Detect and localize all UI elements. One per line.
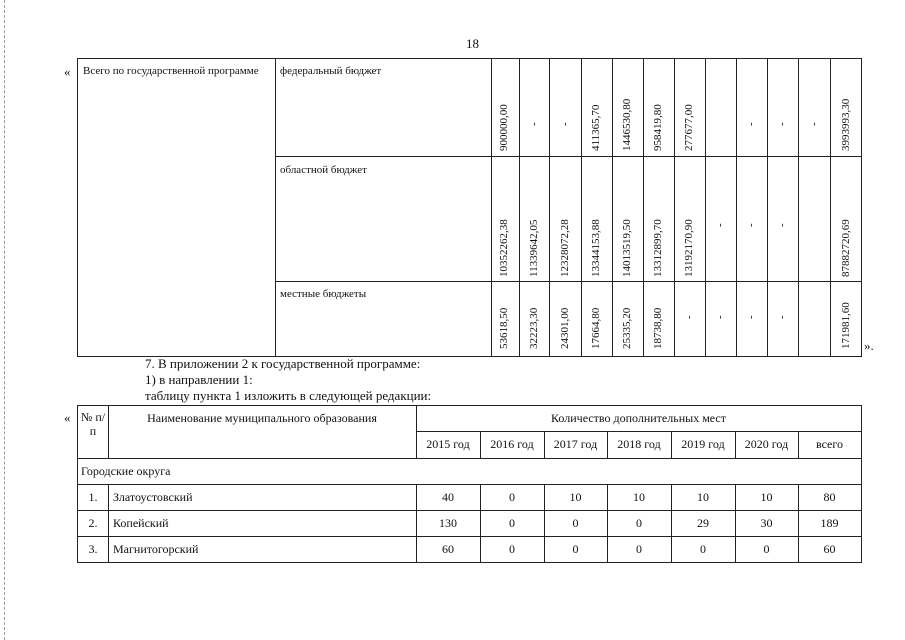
table-cell: 80	[823, 490, 836, 504]
grid-line	[612, 59, 613, 356]
row-number: 1.	[88, 490, 98, 504]
grid-line	[519, 59, 520, 356]
value-cell: 10352262,38	[498, 219, 510, 277]
table-cell: 0	[509, 542, 515, 556]
grid-line	[491, 59, 492, 356]
grid-line	[78, 458, 861, 459]
grid-line	[674, 59, 675, 356]
grid-line	[581, 59, 582, 356]
grid-line	[705, 59, 706, 356]
value-cell: -	[528, 122, 540, 126]
table-cell: 189	[820, 516, 839, 530]
table-cell: 0	[636, 542, 642, 556]
paragraph-7: 7. В приложении 2 к государственной программе:	[145, 356, 421, 371]
row-number: 3.	[88, 542, 98, 556]
header-municipality: Наименование муниципального образования	[147, 411, 377, 425]
grid-line	[275, 59, 276, 356]
header-year: 2018 год	[617, 437, 661, 451]
header-year: 2015 год	[426, 437, 470, 451]
value-cell: -	[776, 122, 788, 126]
table-cell: 10	[633, 490, 645, 504]
table-cell: 0	[509, 490, 515, 504]
places-table	[77, 405, 862, 563]
table-cell: 130	[439, 516, 457, 530]
grid-line	[830, 59, 831, 356]
grid-line	[275, 156, 862, 157]
grid-line	[643, 59, 644, 356]
value-cell: 25335,20	[621, 307, 633, 349]
header-year: 2020 год	[744, 437, 789, 451]
value-cell: 13344153,88	[590, 219, 602, 277]
page-number: 18	[466, 36, 479, 51]
table-cell: 10	[569, 490, 582, 504]
paragraph-direction: 1) в направлении 1:	[145, 372, 253, 387]
table-cell: 0	[572, 542, 579, 556]
grid-line	[416, 431, 861, 432]
row-number: 2.	[88, 516, 98, 530]
table-cell: 40	[442, 490, 454, 504]
value-cell: -	[559, 122, 571, 126]
header-year: 2019 год	[681, 437, 725, 451]
grid-line	[798, 59, 799, 356]
value-cell: 277677,00	[683, 104, 695, 151]
page-left-edge	[4, 0, 5, 640]
value-cell: 958419,80	[652, 104, 664, 151]
value-cell: 24301,00	[559, 307, 571, 349]
value-cell: -	[776, 223, 788, 227]
value-cell: 11339642,05	[528, 219, 540, 277]
table1-close-quote: ».	[864, 338, 874, 353]
header-year: 2017 год	[553, 437, 598, 451]
table-cell: 60	[823, 542, 836, 556]
value-cell: -	[776, 315, 788, 319]
grid-line	[78, 510, 861, 511]
header-year: 2016 год	[490, 437, 534, 451]
row-municipality: Златоустовский	[113, 490, 193, 504]
grid-line	[767, 59, 768, 356]
table-cell: 10	[760, 490, 773, 504]
table-cell: 0	[509, 516, 515, 530]
value-cell: 900000,00	[498, 104, 510, 151]
value-cell: 32223,30	[528, 307, 540, 349]
value-cell: -	[808, 122, 820, 126]
table-cell: 29	[697, 516, 709, 530]
header-number: № п/п	[80, 410, 106, 438]
value-cell: 18738,80	[652, 307, 664, 349]
value-cell: 87882720,69	[840, 219, 852, 277]
value-cell: -	[683, 315, 695, 319]
value-cell: -	[714, 315, 726, 319]
value-cell: 12328072,28	[559, 219, 571, 277]
table-cell: 10	[697, 490, 709, 504]
table-cell: 60	[442, 542, 454, 556]
value-cell: 13192170,90	[683, 219, 695, 277]
value-cell: -	[745, 223, 757, 227]
paragraph-instruction: таблицу пункта 1 изложить в следующей редакции:	[145, 388, 432, 403]
value-cell: 171981,60	[840, 302, 852, 349]
grid-line	[275, 281, 862, 282]
value-cell: -	[714, 223, 726, 227]
value-cell: 411365,70	[590, 104, 602, 151]
row-municipality: Магнитогорский	[113, 542, 199, 556]
source-federal: федеральный бюджет	[280, 65, 382, 77]
source-regional: областной бюджет	[280, 164, 367, 176]
grid-line	[108, 484, 109, 562]
value-cell: -	[745, 315, 757, 319]
table-cell: 0	[636, 516, 642, 530]
table1-open-quote: «	[64, 64, 71, 79]
source-local: местные бюджеты	[280, 288, 367, 300]
header-additional-places: Количество дополнительных мест	[551, 411, 726, 425]
value-cell: 17664,80	[590, 307, 602, 349]
value-cell: 14013519,50	[621, 219, 633, 277]
value-cell: 3993993,30	[840, 98, 852, 151]
table-cell: 0	[763, 542, 770, 556]
value-cell: -	[745, 122, 757, 126]
grid-line	[549, 59, 550, 356]
section-urban-districts: Городские округа	[81, 464, 171, 478]
value-cell: 53618,50	[498, 307, 510, 349]
row-municipality: Копейский	[113, 516, 169, 530]
budget-table	[77, 58, 862, 357]
grid-line	[78, 484, 861, 485]
row-label: Всего по государственной программе	[83, 65, 259, 77]
grid-line	[736, 59, 737, 356]
grid-line	[78, 536, 861, 537]
header-total: всего	[815, 437, 844, 451]
value-cell: 13312899,70	[652, 219, 664, 277]
table-cell: 0	[572, 516, 579, 530]
table2-open-quote: «	[64, 410, 71, 425]
table-cell: 0	[700, 542, 706, 556]
table-cell: 30	[760, 516, 773, 530]
value-cell: 1446530,80	[621, 98, 633, 151]
